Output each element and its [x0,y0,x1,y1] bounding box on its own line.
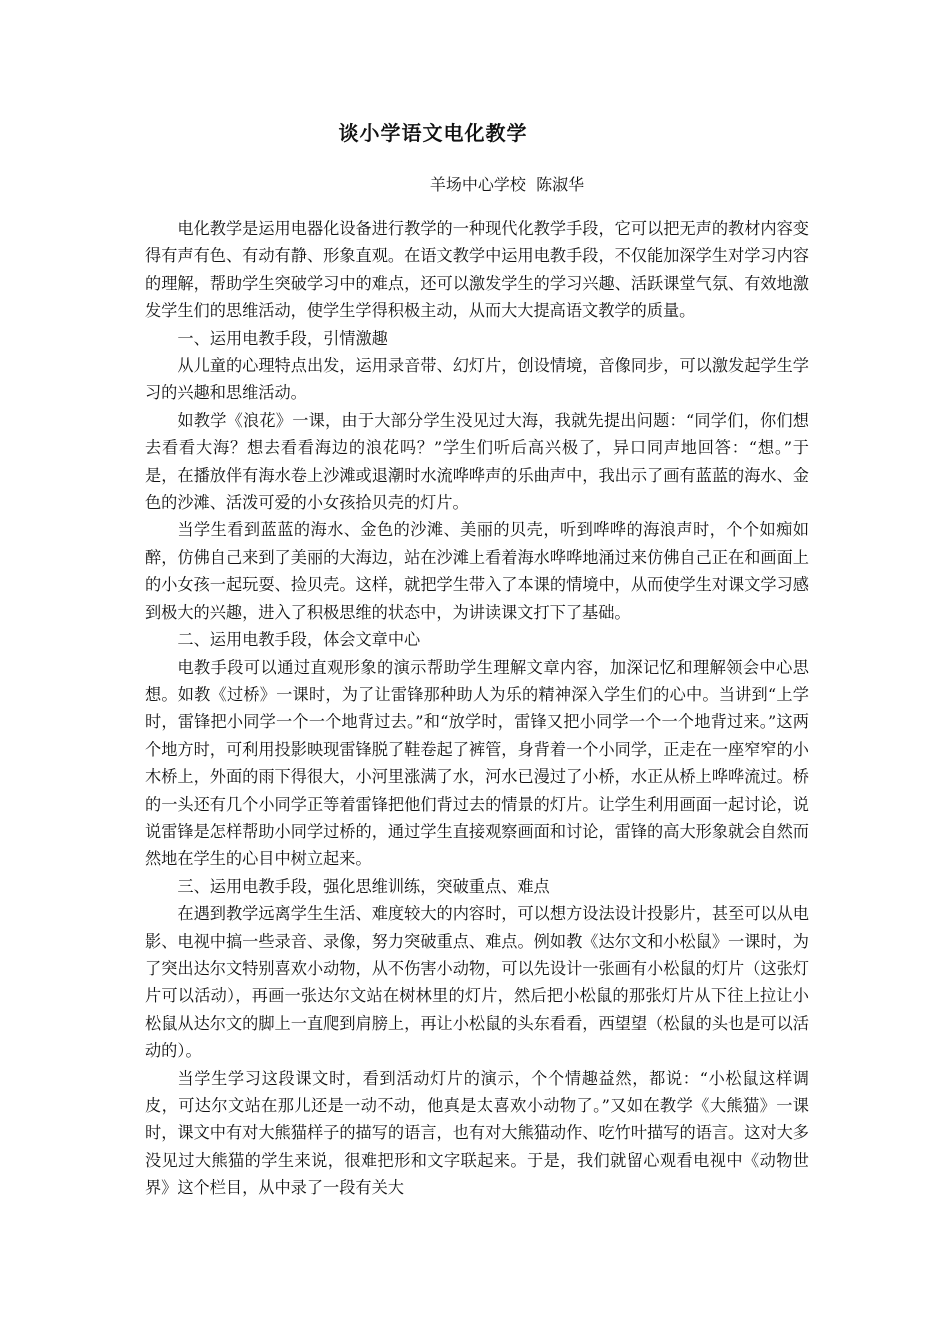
document-author-text: 羊场中心学校 陈淑华 [429,175,585,194]
paragraph-intro: 电化教学是运用电器化设备进行教学的一种现代化教学手段，它可以把无声的教材内容变得有声有色、有动有静、形象直观。在语文教学中运用电教手段，不仅能加深学生对学习内容的理解，帮助学生突破学习中的难点，还可以激发学生的学习兴趣、活跃课堂气氛、有效地激发学生们的思维活动，使学生学得积极主动，从而大大提高语文教学的质量。 [145,219,809,321]
paragraph: 电教手段可以通过直观形象的演示帮助学生理解文章内容，加深记忆和理解领会中心思想。如教《过桥》一课时，为了让雷锋那种助人为乐的精神深入学生们的心中。当讲到“上学时，雷锋把小同学一个一个地背过去。”和“放学时，雷锋又把小同学一个一个地背过来。”这两个地方时，可利用投影映现雷锋脱了鞋卷起了裤管，身背着一个小同学，正走在一座窄窄的小木桥上，外面的雨下得很大，小河里涨满了水，河水已漫过了小桥，水正从桥上哗哗流过。桥的一头还有几个小同学正等着雷锋把他们背过去的情景的灯片。让学生利用画面一起讨论，说说雷锋是怎样帮助小同学过桥的，通过学生直接观察画面和讨论，雷锋的高大形象就会自然而然地在学生的心目中树立起来。 [145,657,809,869]
document-author [0,172,950,198]
document-body [145,215,809,1202]
section-heading-3: 三、运用电教手段，强化思维训练，突破重点、难点 [177,876,550,896]
section-heading-2: 二、运用电教手段，体会文章中心 [177,630,421,650]
paragraph: 如教学《浪花》一课，由于大部分学生没见过大海，我就先提出问题：“同学们，你们想去看看大海？想去看看海边的浪花吗？”学生们听后高兴极了，异口同声地回答：“想。”于是，在播放伴有海水卷上沙滩或退潮时水流哗哗声的乐曲声中，我出示了画有蓝蓝的海水、金色的沙滩、活泼可爱的小女孩拾贝壳的灯片。 [145,410,809,513]
paragraph: 当学生学习这段课文时，看到活动灯片的演示，个个情趣益然，都说：“小松鼠这样调皮，可达尔文站在那儿还是一动不动，他真是太喜欢小动物了。”又如在教学《大熊猫》一课时，课文中有对大熊猫样子的描写的语言，也有对大熊猫动作、吃竹叶描写的语言。这对大多没见过大熊猫的学生来说，很难把形和文字联起来。于是，我们就留心观看电视中《动物世界》这个栏目，从中录了一段有关大 [145,1068,809,1198]
paragraph: 从儿童的心理特点出发，运用录音带、幻灯片，创设情境，音像同步，可以激发起学生学习的兴趣和思维活动。 [145,356,809,403]
paragraph: 当学生看到蓝蓝的海水、金色的沙滩、美丽的贝壳，听到哗哗的海浪声时，个个如痴如醉，仿佛自己来到了美丽的大海边，站在沙滩上看着海水哗哗地涌过来仿佛自己正在和画面上的小女孩一起玩耍、捡贝壳。这样，就把学生带入了本课的情境中，从而使学生对课文学习感到极大的兴趣，进入了积极思维的状态中，为讲读课文打下了基础。 [145,520,809,622]
paragraph: 在遇到教学远离学生生活、难度较大的内容时，可以想方设法设计投影片，甚至可以从电影、电视中搞一些录音、录像，努力突破重点、难点。例如教《达尔文和小松鼠》一课时，为了突出达尔文特别喜欢小动物，从不伤害小动物，可以先设计一张画有小松鼠的灯片（这张灯片可以活动），再画一张达尔文站在树林里的灯片，然后把小松鼠的那张灯片从下往上拉让小松鼠从达尔文的脚上一直爬到肩膀上，再让小松鼠的头东看看，西望望（松鼠的头也是可以活动的）。 [145,904,809,1061]
section-heading-1: 一、运用电教手段，引情激趣 [177,328,388,348]
document-title [0,118,950,148]
document-title-text: 谈小学语文电化教学 [338,121,528,145]
